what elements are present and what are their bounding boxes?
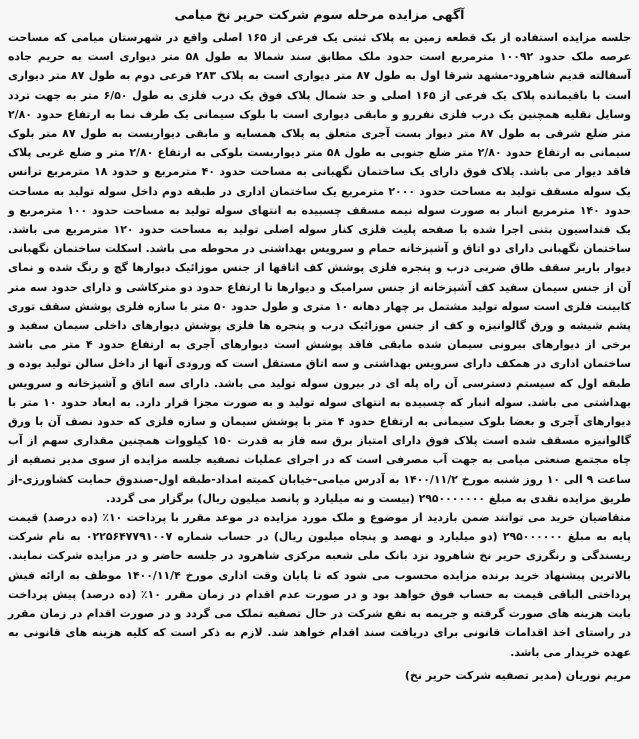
notice-paragraph-auction-details: جلسه مزایده استفاده از یک قطعه زمین به پلاک ثبتی یک فرعی از ۱۶۵ اصلی واقع در شهرستان میامی که مساحت عرصه ملک حدود ۱۰۰۹۲ مترمربع است حدود ملک مطابق سند شمالا به طول ۵۸ متر دیواری است به حریم جاده آسفالته قدیم شاهرود-مشهد شرقا اول به طول ۸۷ متر دیواری است به پلاک ۲۸۳ فرعی دوم به طول ۸۷ متر دیواری است با باقیمانده پلاک یک فرعی از ۱۶۵ اصلی و حد شمال پلاک فوق یک درب فلزی به طول ۶/۵۰ متر به جهت تردد وسایل نقلیه همچنین یک درب فلزی نفررو و مابقی دیواری است با بلوک سیمانی یک طرف نما به ارتفاع حدود ۲/۸۰ متر ضلع شرقی به طول ۸۷ متر دیوار بست آجری متعلق به پلاک همسایه و مابقی دیواربست به طول ۸۷ متر بلوک سیمانی به ارتفاع حدود ۲/۸۰ متر ضلع جنوبی به طول ۵۸ متر دیواربست بلوکی به ارتفاع ۲/۸۰ متر و ضلع غربی پلاک فاقد دیوار می باشد. پلاک فوق دارای یک ساختمان نگهبانی به مساحت حدود ۴۰ مترمربع و حدود ۱۸ مترمربع ترانس یک سوله مسقف تولید به مساحت حدود ۲۰۰۰ مترمربع یک ساختمان اداری در طبقه دوم داخل سوله تولید به مساحت حدود ۱۴۰ مترمربع انبار به صورت سوله نیمه مسقف چسبیده به انتهای سوله تولید به مساحت حدود ۱۰۰ مترمربع و یک فنداسیون بتنی اجرا شده با صفحه پلیت فلزی کنار سوله اصلی تولید به مساحت حدود ۱۲۰ مترمربع می باشد. ساختمان نگهبانی دارای دو اتاق و آشپزخانه حمام و سرویس بهداشتی در محوطه می باشد. اسکلت ساختمان نگهبانی دیوار باربر سقف طاق ضربی درب و پنجره فلزی پوشش کف اتاقها از جنس موزائیک دیوارها گچ و رنگ شده و نمای آن از جنس سیمان سفید کف آشپزخانه از جنس سرامیک و دیوارها تا ارتفاع حدود دو مترکاشی و دارای حدود سه متر کابینت فلزی است سوله تولید مشتمل بر چهار دهانه ۱۰ متری و طول حدود ۵۰ متر با سازه فلزی پوشش سقف توری پشم شیشه و ورق گالوانیزه و کف از جنس موزائیک درب و پنجره ها فلزی پوشش دیوارهای داخلی سیمان سفید و برخی از دیوارهای بیرونی سیمان شده مابقی فاقد پوشش است دیوارهای آجری به ارتفاع حدود ۴ متر می باشد ساختمان اداری در همکف دارای سرویس بهداشتی و سه اتاق مستقل است که ورودی آنها از داخل سالن تولید بوده و طبقه اول که سیستم دسترسی آن راه پله ای در بیرون سوله تولید می باشد. دارای سه اتاق و آشپزخانه و سرویس بهداشتی می باشد. سوله انبار که چسبیده به انتهای سوله تولید و به صورت مجزا قرار دارد. به ابعاد حدود ۱۰ متر با دیوارهای آجری و بعضا بلوک سیمانی به ارتفاع حدود ۴ متر با پوشش سیمان و سازه فلزی که حدود نصف آن با ورق گالوانیزه مسقف شده است پلاک فوق دارای امتیاز برق سه فاز به قدرت ۱۵۰ کیلووات همچنین مقداری سهم از آب چاه مجتمع صنعتی میامی به جهت آب مصرفی است که در اجرای عملیات تصفیه جلسه مزایده از سوی مدیر تصفیه از ساعت ۹ الی ۱۰ روز شنبه مورخ ۱۴۰۰/۱۱/۲ به آدرس میامی-خیابان کمیته امداد-طبقه اول-صندوق حمایت کشاورزی-از طریق مزایده نقدی به مبلغ ۲۹۵۰۰۰۰۰۰۰ (بیست و نه میلیارد و پانصد میلیون ریال) برگزار می گردد. (8, 31, 632, 505)
notice-body (8, 28, 631, 662)
notice-paragraph-bidding-terms: متقاضیان خرید می توانند ضمن بازدید از موضوع و ملک مورد مزایده در موعد مقرر با پرداخت ۱۰٪ (ده درصد) قیمت پایه به مبلغ ۲۹۵۰۰۰۰۰۰ (دو میلیارد و نهصد و پنجاه میلیون ریال) در حساب شماره ۰۲۲۵۶۴۷۷۹۱۰۰۷ به نام شرکت ریسندگی و رنگرزی حریر نخ شاهرود نزد بانک ملی شعبه مرکزی شاهرود در جلسه حاضر و در مزایده شرکت نمایند. بالاترین پیشنهاد خرید برنده مزایده محسوب می شود که تا پایان وقت اداری مورخ ۱۴۰۰/۱۱/۴ موظف به ارائه فیش پرداختی الباقی قیمت به حساب فوق خواهد بود و در صورت عدم اقدام در زمان مقرر ۱۰٪ (ده درصد) پیش پرداخت بابت هزینه های صورت گرفته و جریمه به نفع شرکت در حال تصفیه تملک می گردد و در صورت اقدام در زمان مقرر در راستای اخذ اقدامات قانونی برای دریافت سند اقدام خواهد شد. لازم به ذکر است که کلیه هزینه های قانونی به عهده خریدار می باشد. (8, 511, 632, 659)
notice-title: آگهی مزایده مرحله سوم شرکت حریر نخ میامی (174, 7, 465, 22)
notice-signature: مریم نوریان (مدیر تصفیه شرکت حریر نخ) (404, 668, 631, 682)
